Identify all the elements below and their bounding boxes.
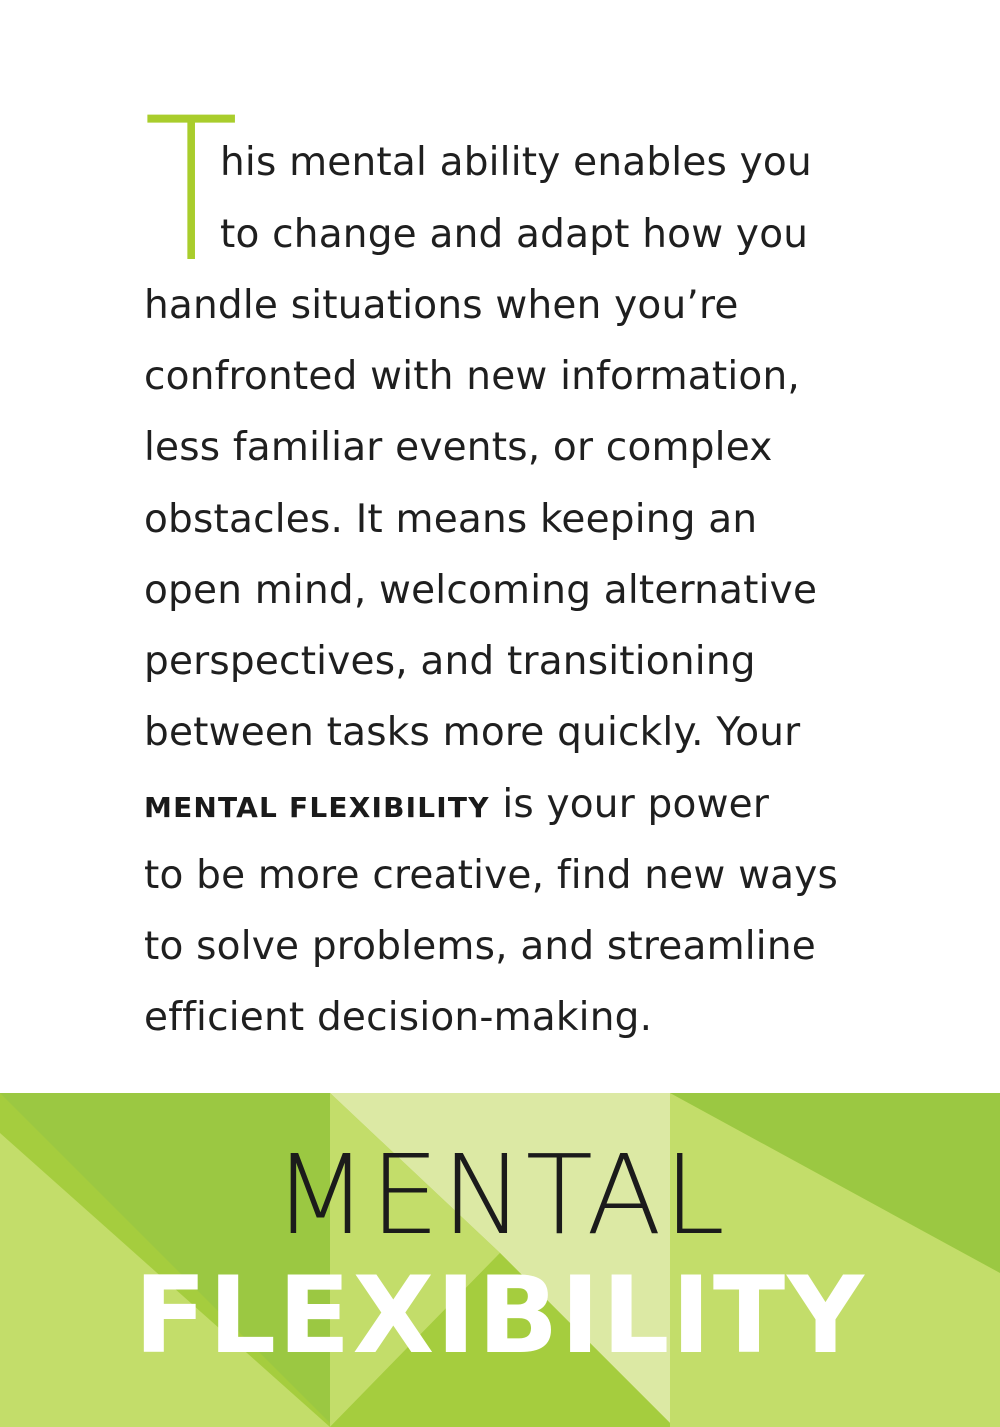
highlight-line-rest: is your power [489, 782, 770, 827]
paragraph-line-8: perspectives, and transitioning [144, 639, 756, 684]
paragraph-line-5: less familiar events, or complex [144, 425, 773, 470]
paragraph-line-9: between tasks more quickly. Your [144, 710, 801, 755]
banner-title-line-1: MENTAL [273, 1131, 727, 1259]
drop-cap-letter: T [144, 75, 236, 306]
paragraph-line-13: efficient decision-making. [144, 995, 653, 1040]
paragraph-line-12: to solve problems, and streamline [144, 924, 816, 969]
paragraph-line-10 [144, 782, 769, 831]
paragraph-line-11: to be more creative, find new ways [144, 853, 839, 898]
paragraph-line-3: handle situations when you’re [144, 283, 739, 328]
paragraph-line-1: his mental ability enables you [220, 140, 812, 185]
banner-title-line-2: FLEXIBILITY [134, 1254, 866, 1377]
paragraph-line-4: confronted with new information, [144, 354, 800, 399]
paragraph-line-2: to change and adapt how you [220, 212, 809, 257]
paragraph-line-7: open mind, welcoming alternative [144, 568, 818, 613]
highlight-term: MENTAL FLEXIBILITY [144, 791, 490, 824]
paragraph-line-6: obstacles. It means keeping an [144, 497, 758, 542]
